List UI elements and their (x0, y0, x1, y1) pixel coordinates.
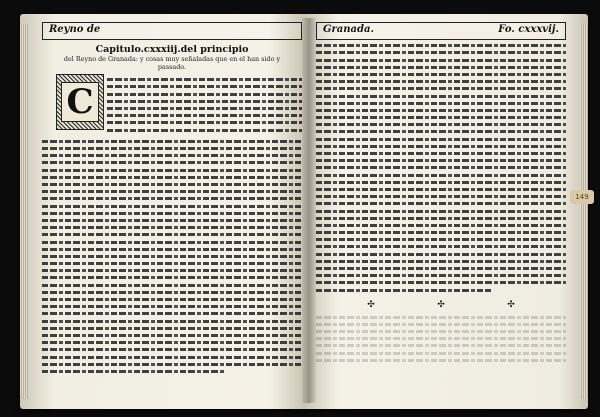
left-page (42, 22, 302, 395)
folio-number: Fo. cxxxvij. (498, 24, 559, 35)
page-edges-left (20, 24, 28, 399)
running-head-left (42, 22, 302, 40)
open-book (20, 14, 588, 409)
running-head-right (316, 22, 566, 40)
body-text (42, 140, 302, 373)
ornament-row (336, 300, 546, 310)
ornament-icon: ✣ (437, 299, 445, 310)
running-head-text: Reyno de (49, 24, 101, 35)
right-page (316, 22, 589, 395)
running-head-text: Granada. (323, 24, 374, 35)
ornament-icon: ✣ (507, 299, 515, 310)
page-edges-right (580, 24, 588, 399)
handwritten-margin-note: 149 (570, 190, 594, 204)
decorated-initial (56, 74, 104, 130)
chapter-title: Capitulo.cxxxiij.del principio (95, 44, 249, 55)
body-text (316, 44, 566, 291)
chapter-subtitle: del Reyno de Granada: y cosas muy señaladas que en el han sido y passado. (63, 55, 281, 71)
initial-letter: C (61, 82, 98, 122)
text-lines (107, 74, 302, 136)
opening-paragraph (56, 74, 302, 136)
ornament-icon: ✣ (367, 299, 375, 310)
book-gutter (302, 18, 316, 403)
show-through-text (316, 316, 566, 362)
